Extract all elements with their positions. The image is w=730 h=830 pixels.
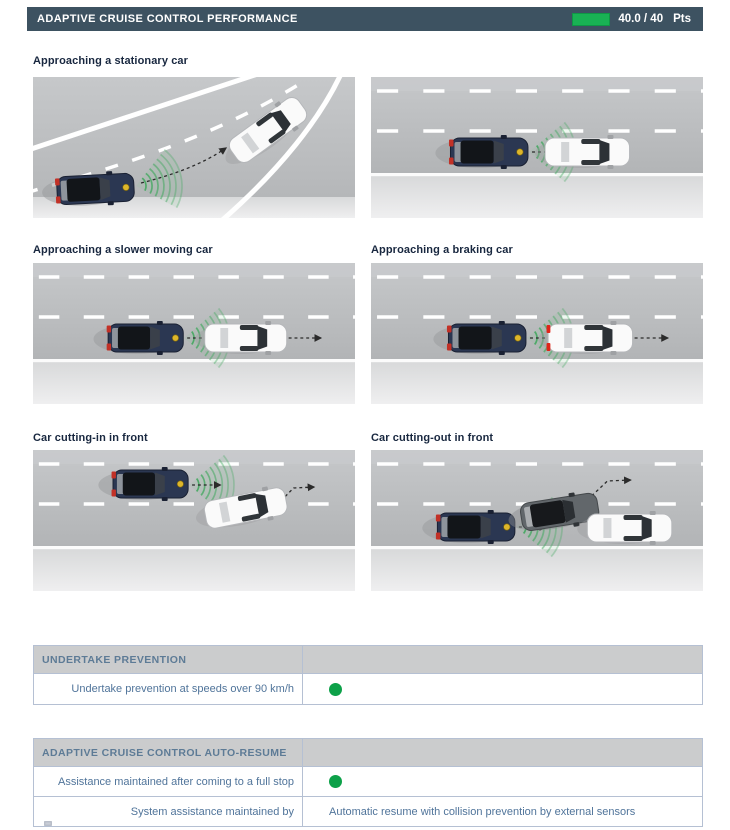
scenario-image-braking-car (371, 263, 703, 404)
scenario-image-straight-road-stationary-car (371, 77, 703, 218)
scenario-title-braking-car: Approaching a braking car (371, 244, 513, 256)
road (33, 450, 355, 591)
undertake-prevention-table (33, 645, 703, 705)
table-header-label: ADAPTIVE CRUISE CONTROL AUTO-RESUME (34, 739, 303, 766)
table-header-label: UNDERTAKE PREVENTION (34, 646, 303, 673)
scenario-title-cut-in: Car cutting-in in front (33, 432, 148, 444)
scenario-image-cutting-out (371, 450, 703, 591)
score-unit: Pts (673, 13, 691, 25)
table-row (34, 673, 702, 704)
row-label: Assistance maintained after coming to a full stop (34, 767, 303, 796)
table-header-spacer (303, 739, 702, 766)
table-header-spacer (303, 646, 702, 673)
lead-car-icon (577, 511, 672, 545)
table-row (34, 796, 702, 826)
score-area (572, 13, 703, 26)
row-result (303, 767, 702, 796)
row-label: Undertake prevention at speeds over 90 km/h (34, 674, 303, 704)
target-car-icon (195, 321, 287, 355)
scenario-title-stationary: Approaching a stationary car (33, 55, 189, 67)
page-artifact (44, 821, 52, 826)
pass-dot-icon (329, 683, 342, 696)
table-row (34, 766, 702, 796)
scenario-title-slower-car: Approaching a slower moving car (33, 244, 213, 256)
braking-target-car-icon (538, 321, 633, 355)
pass-dot-icon (329, 775, 342, 788)
score-badge-icon (572, 13, 610, 26)
section-header-bar (27, 7, 703, 31)
scenario-title-cut-out: Car cutting-out in front (371, 432, 494, 444)
scenario-image-cutting-in (33, 450, 355, 591)
scenario-image-slower-moving-car (33, 263, 355, 404)
ego-car-icon (98, 467, 188, 501)
ego-car-icon (93, 321, 183, 355)
ego-car-icon (422, 510, 515, 544)
ego-car-icon (433, 321, 526, 355)
row-label: System assistance maintained by (34, 797, 303, 826)
table-header-row (34, 646, 702, 673)
table-header-row (34, 739, 702, 766)
scenario-image-curved-road-stationary-car (33, 77, 355, 218)
row-value: Automatic resume with collision prevention by external sensors (329, 805, 636, 818)
score-value: 40.0 / 40 (618, 13, 664, 25)
target-car-icon (535, 135, 630, 169)
section-title: ADAPTIVE CRUISE CONTROL PERFORMANCE (37, 13, 298, 25)
row-result (303, 674, 702, 704)
ego-car-icon (435, 135, 528, 169)
acc-auto-resume-table (33, 738, 703, 827)
